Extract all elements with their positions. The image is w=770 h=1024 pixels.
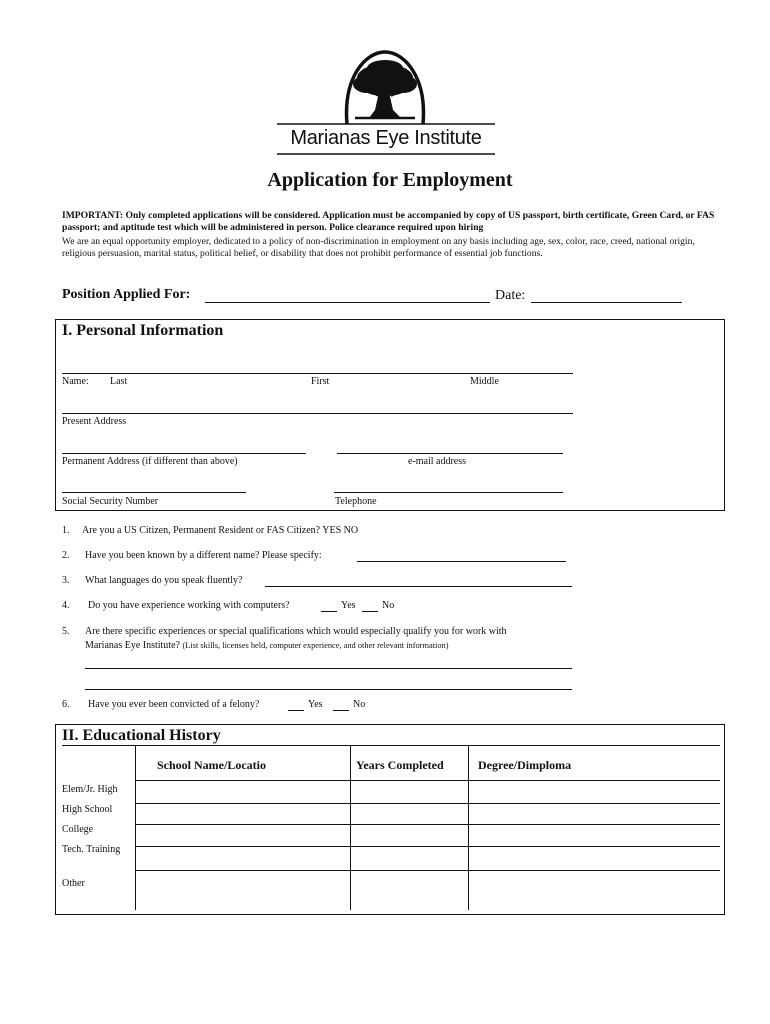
row-label: College (62, 824, 94, 835)
question-number: 1. (62, 525, 70, 536)
row-label: Other (62, 878, 85, 889)
col-header-school: School Name/Locatio (157, 758, 266, 772)
section-heading-personal: I. Personal Information (62, 322, 224, 339)
felony-yes-blank[interactable] (288, 710, 304, 711)
computer-no-label: No (382, 600, 395, 611)
important-notice: IMPORTANT: Only completed applications will be considered. Application must be accompanied by copy of US passport, birth certificate, Green Card, or FAS passport; and aptitude test which will be administered in person. Police clearance required upon hiring (62, 210, 715, 233)
row-label: Elem/Jr. High (62, 784, 118, 795)
question-text: Do you have experience working with computers? (88, 600, 290, 611)
last-label: Last (110, 376, 128, 387)
question-text-cont: Marianas Eye Institute? (85, 640, 180, 651)
felony-no-blank[interactable] (333, 710, 349, 711)
question-number: 5. (62, 626, 70, 637)
present-address-label: Present Address (62, 416, 127, 427)
column-divider (350, 746, 351, 910)
row-divider (135, 780, 720, 781)
question-text-line2 (85, 640, 449, 652)
email-label: e-mail address (408, 456, 467, 467)
logo-org-name: Marianas Eye Institute (290, 127, 482, 149)
permanent-address-field[interactable] (62, 453, 306, 454)
personal-info-section (55, 319, 725, 511)
col-header-degree: Degree/Dimploma (478, 758, 572, 772)
computer-yes-blank[interactable] (321, 611, 337, 612)
row-divider (135, 803, 720, 804)
email-field[interactable] (337, 453, 563, 454)
name-label: Name: (62, 376, 89, 387)
ssn-label: Social Security Number (62, 496, 159, 507)
computer-yes-label: Yes (341, 600, 356, 611)
qualifications-field-1[interactable] (85, 668, 572, 669)
telephone-label: Telephone (335, 496, 377, 507)
date-field[interactable] (531, 302, 682, 303)
other-name-field[interactable] (357, 561, 566, 562)
date-label: Date: (495, 288, 526, 303)
felony-yes-label: Yes (308, 699, 323, 710)
computer-no-blank[interactable] (362, 611, 378, 612)
position-label: Position Applied For: (62, 287, 191, 302)
name-field[interactable] (62, 373, 573, 374)
section-heading-education: II. Educational History (62, 727, 221, 744)
permanent-address-label: Permanent Address (if different than above) (62, 456, 238, 467)
heading-underline (62, 745, 720, 746)
felony-no-label: No (353, 699, 366, 710)
column-divider (135, 746, 136, 910)
telephone-field[interactable] (334, 492, 563, 493)
middle-label: Middle (470, 376, 499, 387)
col-header-years: Years Completed (356, 758, 444, 772)
question-text: Have you ever been convicted of a felony? (88, 699, 260, 710)
question-number: 6. (62, 699, 70, 710)
position-field[interactable] (205, 302, 490, 303)
question-text: Are there specific experiences or special qualifications which would especially qualify you for work with (85, 626, 507, 637)
row-divider (135, 846, 720, 847)
question-number: 2. (62, 550, 70, 561)
row-label: High School (62, 804, 113, 815)
row-divider (135, 870, 720, 871)
present-address-field[interactable] (62, 413, 573, 414)
question-hint: (List skills, licenses held, computer experience, and other relevant information) (182, 641, 449, 650)
logo (275, 48, 497, 158)
question-number: 3. (62, 575, 70, 586)
languages-field[interactable] (265, 586, 572, 587)
education-section (55, 724, 725, 915)
question-text: Have you been known by a different name? Please specify: (85, 550, 322, 561)
ssn-field[interactable] (62, 492, 246, 493)
row-label: Tech. Training (62, 844, 121, 855)
row-divider (135, 824, 720, 825)
question-text: What languages do you speak fluently? (85, 575, 243, 586)
question-text: Are you a US Citizen, Permanent Resident or FAS Citizen? YES NO (82, 525, 359, 536)
page-title: Application for Employment (267, 169, 513, 191)
question-number: 4. (62, 600, 70, 611)
first-label: First (311, 376, 330, 387)
eeo-statement: We are an equal opportunity employer, dedicated to a policy of non-discrimination in employment on any basis including age, sex, color, race, creed, national origin, religious persuasion, marital status, political belief, or disability that does not prohibit performance of essential job functions. (62, 236, 695, 259)
column-divider (468, 746, 469, 910)
qualifications-field-2[interactable] (85, 689, 572, 690)
